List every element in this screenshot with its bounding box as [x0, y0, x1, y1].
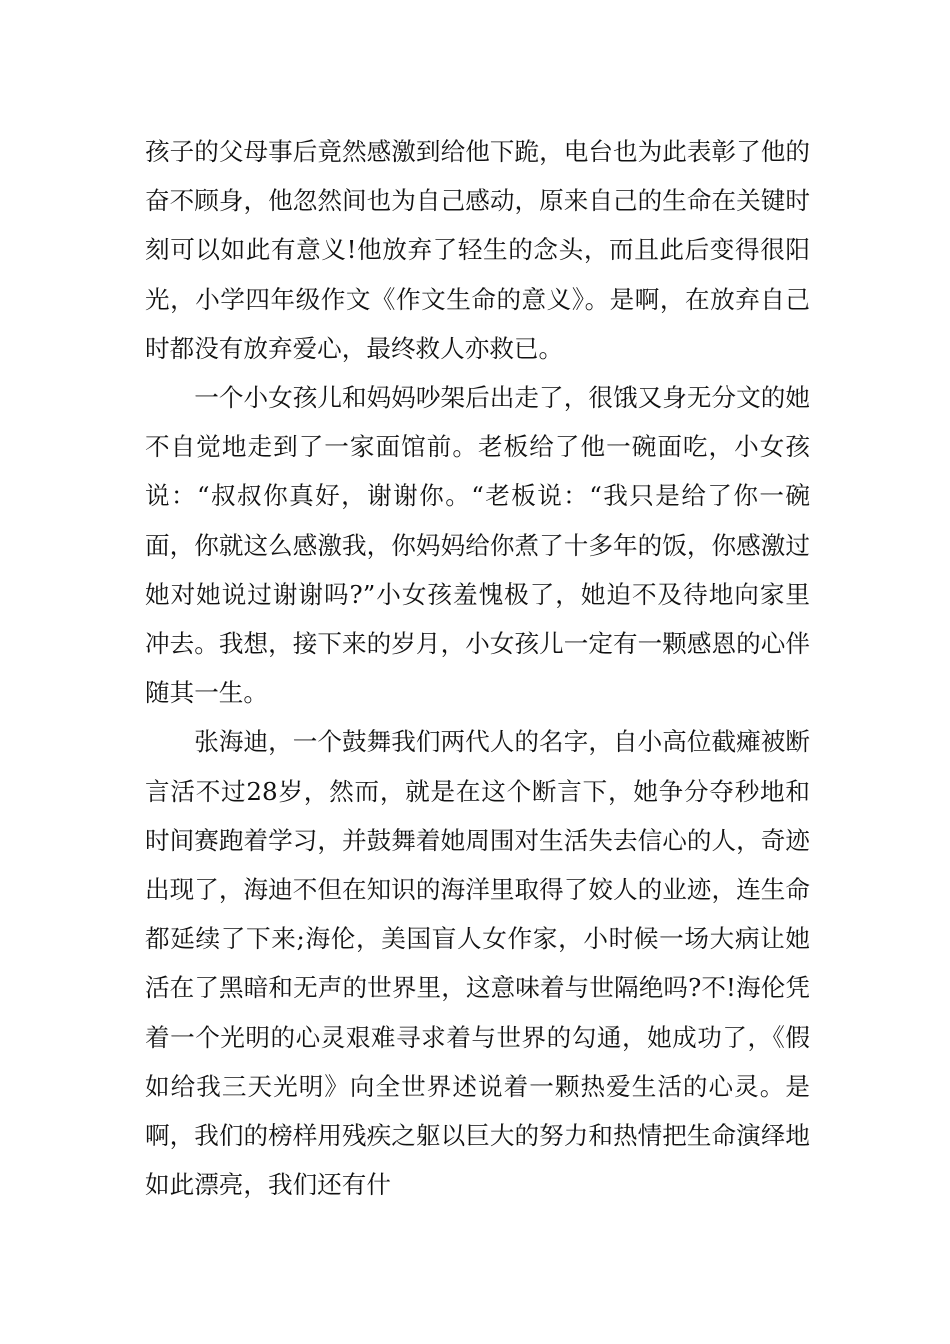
- document-body: [145, 127, 810, 1209]
- paragraph-2: 一个小女孩儿和妈妈吵架后出走了，很饿又身无分文的她不自觉地走到了一家面馆前。老板给了他一碗面吃，小女孩说：“叔叔你真好，谢谢你。“老板说：“我只是给了你一碗面，你就这么感激我，你妈妈给你煮了十多年的饭，你感激过她对她说过谢谢吗?”小女孩羞愧极了，她迫不及待地向家里冲去。我想，接下来的岁月，小女孩儿一定有一颗感恩的心伴随其一生。: [145, 383, 810, 708]
- paragraph-1: 孩子的父母事后竟然感激到给他下跪，电台也为此表彰了他的奋不顾身，他忽然间也为自己感动，原来自己的生命在关键时刻可以如此有意义!他放弃了轻生的念头，而且此后变得很阳光，小学四年级作文《作文生命的意义》。是啊，在放弃自己时都没有放弃爱心，最终救人亦救已。: [145, 137, 810, 363]
- paragraph-3: 张海迪，一个鼓舞我们两代人的名字，自小高位截瘫被断言活不过28岁，然而，就是在这个断言下，她争分夺秒地和时间赛跑着学习，并鼓舞着她周围对生活失去信心的人，奇迹出现了，海迪不但在知识的海洋里取得了姣人的业迹，连生命都延续了下来;海伦，美国盲人女作家，小时候一场大病让她活在了黑暗和无声的世界里，这意味着与世隔绝吗?不!海伦凭着一个光明的心灵艰难寻求着与世界的勾通，她成功了，《假如给我三天光明》向全世界述说着一颗热爱生活的心灵。是啊，我们的榜样用残疾之躯以巨大的努力和热情把生命演绎地如此漂亮，我们还有什: [145, 727, 810, 1200]
